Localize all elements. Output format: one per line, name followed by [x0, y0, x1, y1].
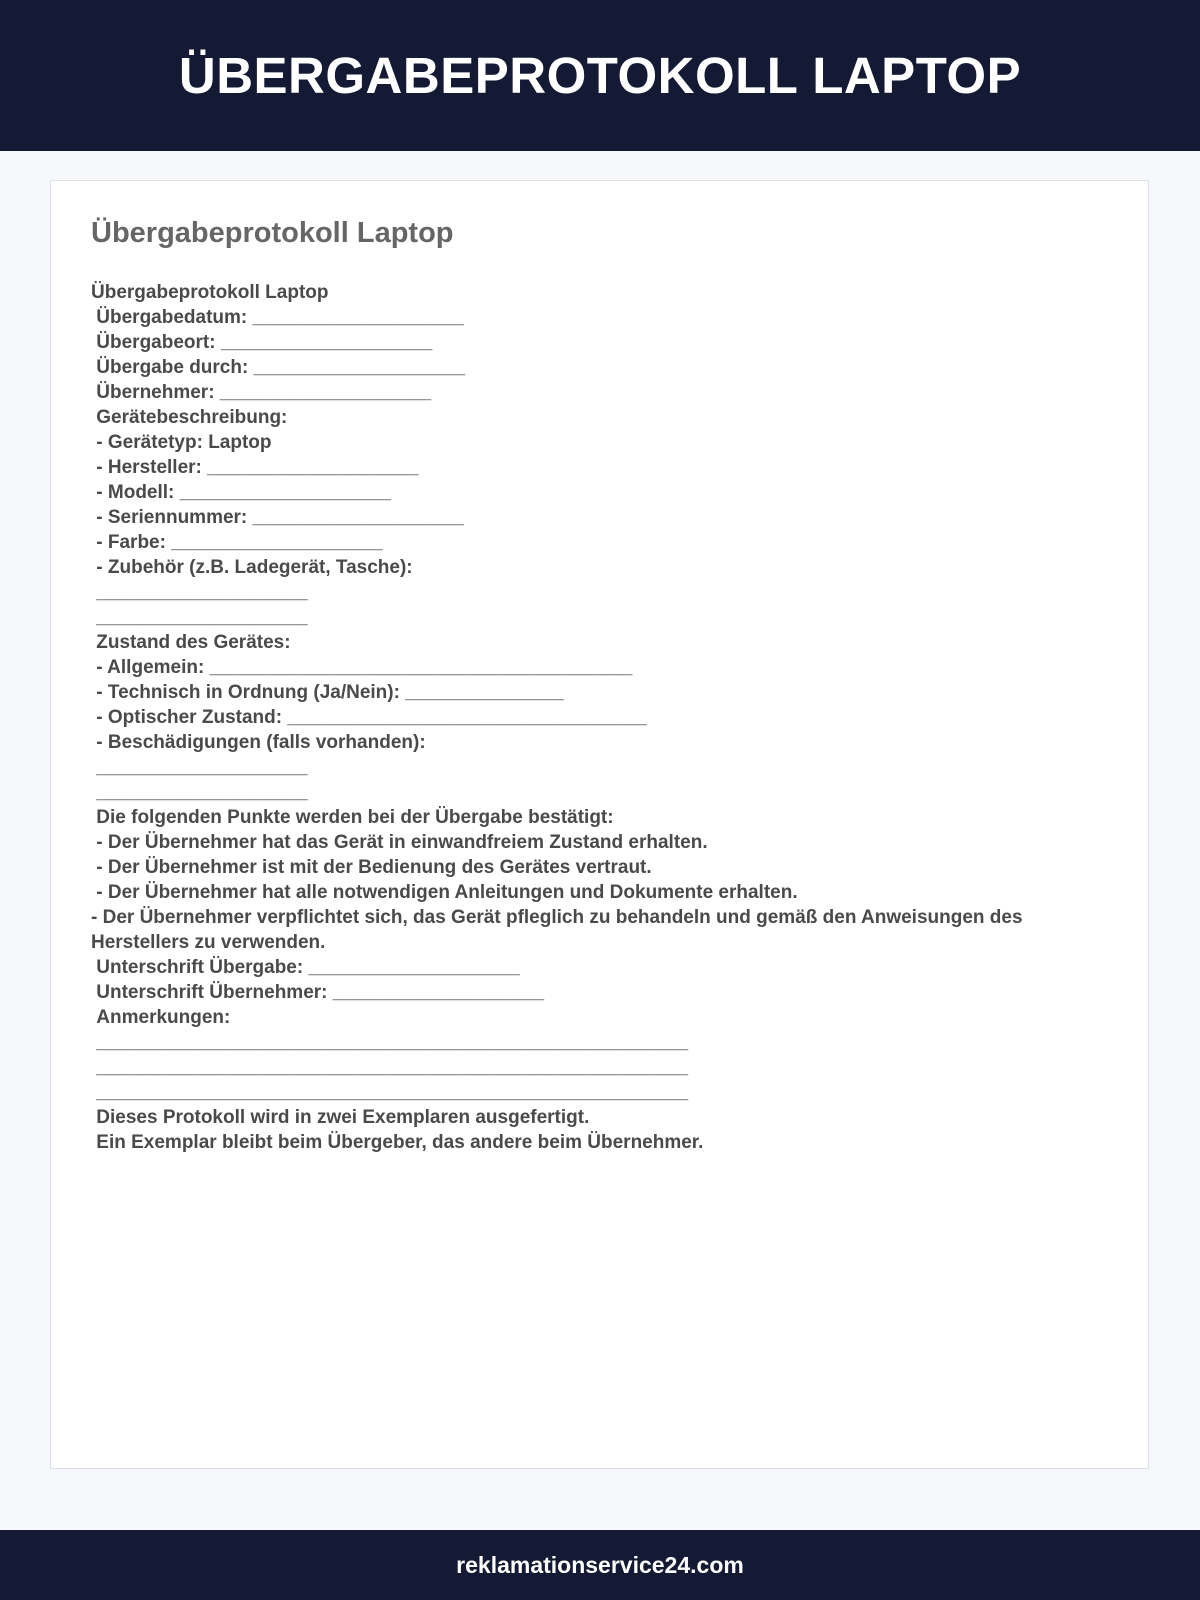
document-line: - Gerätetyp: Laptop — [91, 432, 272, 453]
document-line: - Zubehör (z.B. Ladegerät, Tasche): — [91, 557, 413, 578]
document-line: - Allgemein: ________________________________________ — [91, 657, 633, 678]
document-line: - Der Übernehmer hat das Gerät in einwandfreiem Zustand erhalten. — [91, 832, 708, 853]
document-line: Übergabedatum: ____________________ — [91, 307, 464, 328]
document-line: Übernehmer: ____________________ — [91, 382, 432, 403]
document-line: - Optischer Zustand: __________________________________ — [91, 707, 647, 728]
document-line: Übergabe durch: ____________________ — [91, 357, 465, 378]
document-line: Übergabeprotokoll Laptop — [91, 282, 329, 303]
page-footer — [0, 1530, 1200, 1600]
document-line: ____________________ — [91, 782, 308, 803]
document-line: Dieses Protokoll wird in zwei Exemplaren ausgefertigt. — [91, 1107, 590, 1128]
document-line: - Der Übernehmer ist mit der Bedienung des Gerätes vertraut. — [91, 857, 652, 878]
document-line: ____________________ — [91, 757, 308, 778]
document-line: - Hersteller: ____________________ — [91, 457, 419, 478]
footer-site-link[interactable]: reklamationservice24.com — [456, 1551, 744, 1578]
document-line: Übergabeort: ____________________ — [91, 332, 433, 353]
document-body — [91, 280, 1121, 1155]
document-line: Ein Exemplar bleibt beim Übergeber, das andere beim Übernehmer. — [91, 1132, 704, 1153]
header-title: ÜBERGABEPROTOKOLL LAPTOP — [178, 47, 1022, 104]
document-line: ________________________________________________________ — [91, 1057, 689, 1078]
document-card — [50, 180, 1149, 1469]
document-line: ________________________________________________________ — [91, 1032, 689, 1053]
document-line: ________________________________________________________ — [91, 1082, 689, 1103]
document-line: Gerätebeschreibung: — [91, 407, 288, 428]
document-line: - Der Übernehmer hat alle notwendigen Anleitungen und Dokumente erhalten. — [91, 882, 798, 903]
document-line: - Beschädigungen (falls vorhanden): — [91, 732, 426, 753]
document-line: - Farbe: ____________________ — [91, 532, 383, 553]
document-line: Unterschrift Übernehmer: ____________________ — [91, 982, 545, 1003]
document-line: Zustand des Gerätes: — [91, 632, 291, 653]
document-title: Übergabeprotokoll Laptop — [91, 217, 454, 249]
document-line: ____________________ — [91, 607, 308, 628]
page-header — [0, 0, 1200, 151]
document-line: - Technisch in Ordnung (Ja/Nein): _______________ — [91, 682, 564, 703]
document-line: Die folgenden Punkte werden bei der Übergabe bestätigt: — [91, 807, 614, 828]
document-line: Anmerkungen: — [91, 1007, 231, 1028]
document-line: ____________________ — [91, 582, 308, 603]
document-line: - Seriennummer: ____________________ — [91, 507, 464, 528]
document-line: Unterschrift Übergabe: ____________________ — [91, 957, 520, 978]
document-line: - Der Übernehmer verpflichtet sich, das Gerät pfleglich zu behandeln und gemäß den Anweisungen des Herstellers zu verwenden. — [91, 907, 1028, 953]
document-line: - Modell: ____________________ — [91, 482, 391, 503]
